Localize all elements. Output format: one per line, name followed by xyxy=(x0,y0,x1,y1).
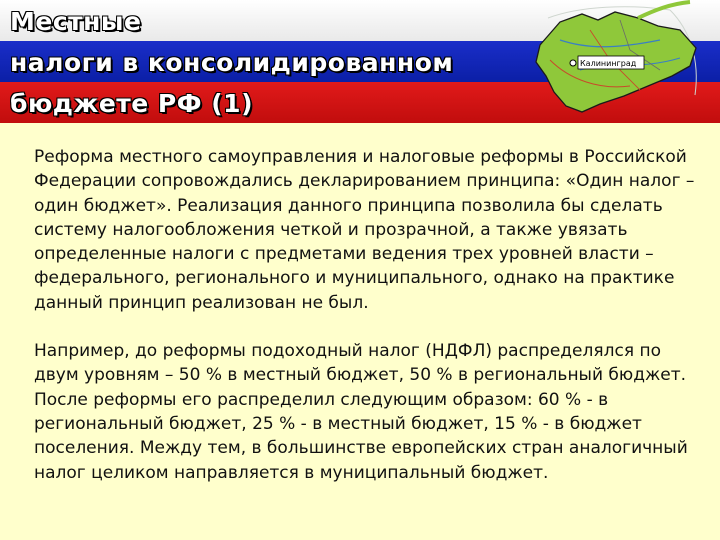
map-city-label: Калининград xyxy=(580,59,637,68)
slide-title-line-1: Местные xyxy=(10,7,142,36)
paragraph-income-tax-example: Например, до реформы подоходный налог (НДФЛ) распределялся по двум уровням – 50 % в местный бюджет, 50 % в региональный бюджет. После реформы его распределил следующим образом: 60 % - в региональный бюджет, 25 % - в местный бюджет, 15 % - в бюджет поселения. Между тем, в большинстве европейских стран аналогичный налог целиком направляется в муниципальный бюджет. xyxy=(34,341,688,483)
slide-header xyxy=(0,0,720,123)
slide-title-line-3: бюджете РФ (1) xyxy=(10,89,253,118)
kaliningrad-map-image xyxy=(520,0,720,123)
slide-title-line-2: налоги в консолидированном xyxy=(10,48,454,77)
slide-body xyxy=(34,145,710,485)
city-marker-icon xyxy=(570,60,576,66)
paragraph-reform-principle: Реформа местного самоуправления и налоговые реформы в Российской Федерации сопровождались декларированием принципа: «Один налог – один бюджет». Реализация данного принципа позволила бы сделать систему налогообложения четкой и прозрачной, а также увязать определенные налоги с предметами ведения трех уровней власти – федерального, регионального и муниципального, однако на практике данный принцип реализован не был. xyxy=(34,147,695,313)
